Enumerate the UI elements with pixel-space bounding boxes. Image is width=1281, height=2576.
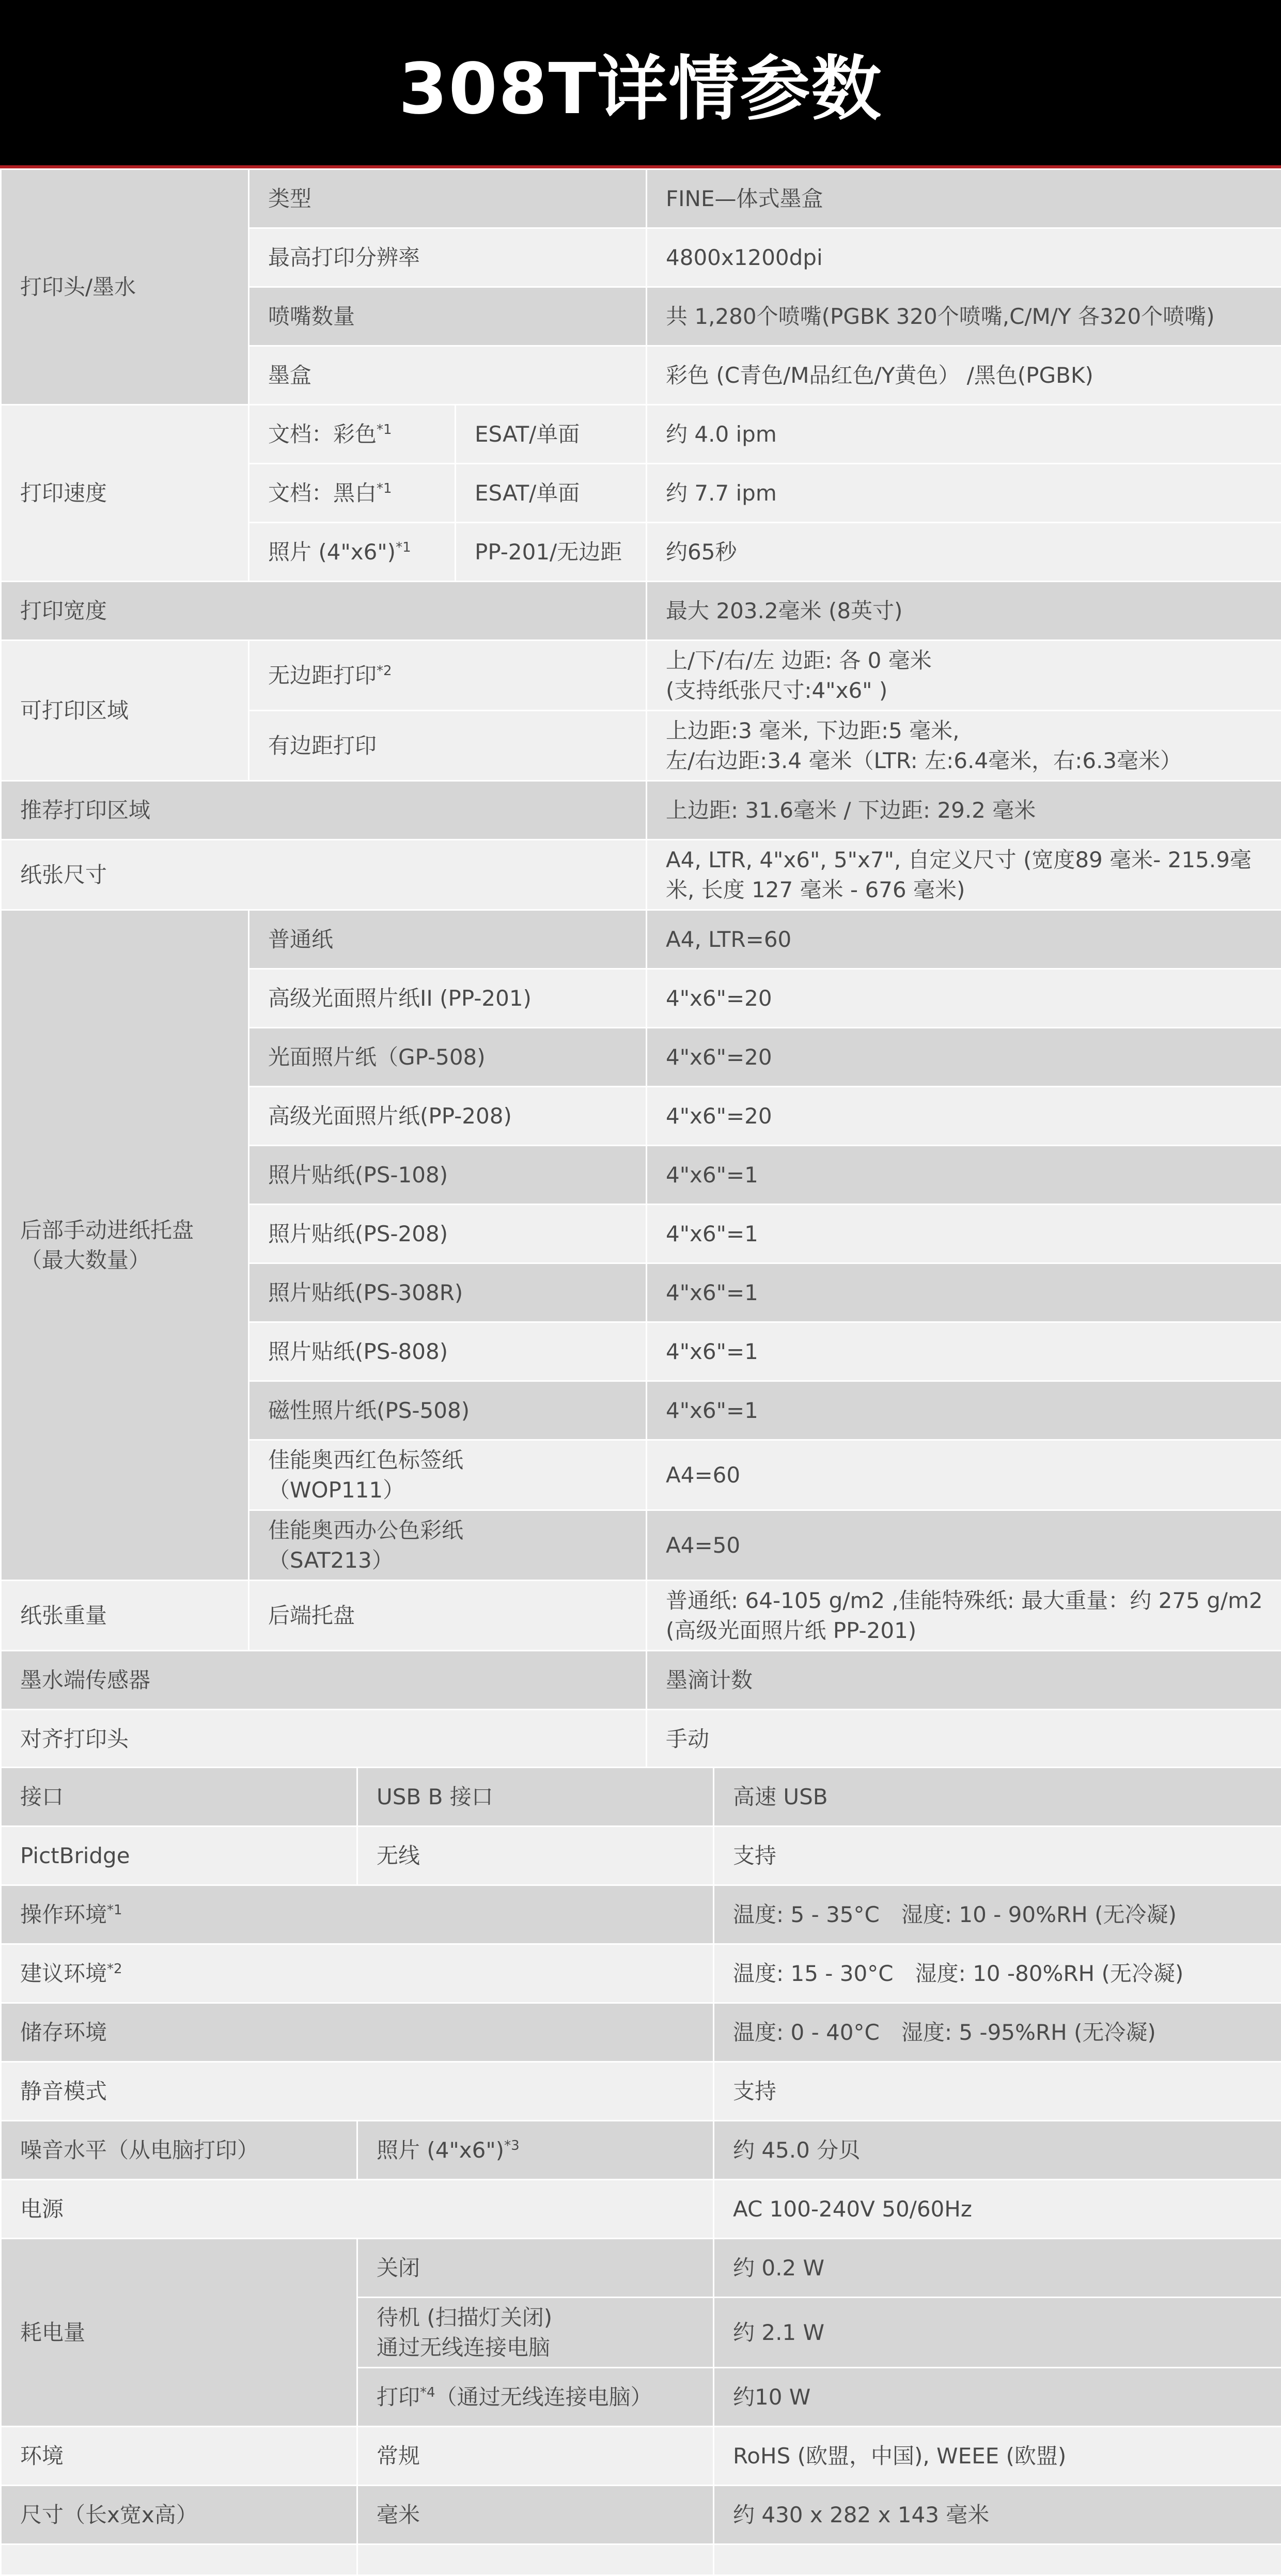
spec-key: 照片贴纸(PS-808) [249,1322,647,1381]
spec-key [249,464,456,523]
footnote-mark: *1 [396,540,411,555]
spec-key-text: （通过无线连接电脑） [435,2384,652,2410]
spec-key: 后端托盘 [249,1581,647,1651]
table-end-cell [357,2544,714,2575]
spec-value-line: (高级光面照片纸 PP-201) [666,1616,1281,1646]
spec-key-text: 文档：黑白 [268,480,377,506]
spec-value: 4"x6"=1 [647,1322,1281,1381]
spec-value: 4"x6"=20 [647,1028,1281,1087]
spec-key-text: 照片 (4"x6") [268,539,396,565]
section-label-line: （最大数量） [20,1245,248,1275]
spec-value-line: 左/右边距:3.4 毫米（LTR: 左:6.4毫米，右:6.3毫米） [666,746,1281,776]
footnote-mark: *1 [107,1902,122,1918]
spec-value: 4"x6"=1 [647,1205,1281,1263]
spec-value: 4"x6"=1 [647,1146,1281,1205]
spec-table-secondary [0,1767,1281,2576]
spec-key: USB B 接口 [357,1768,714,1826]
section-print-speed: 打印速度 [1,405,249,582]
row-label-text: 操作环境 [20,1902,107,1927]
spec-key: 喷嘴数量 [249,287,647,346]
row-label: PictBridge [1,1826,357,1885]
spec-value: RoHS (欧盟，中国), WEEE (欧盟) [714,2427,1281,2486]
row-label: 耗电量 [1,2239,357,2427]
section-recommended-area: 推荐打印区域 [1,781,647,840]
spec-value: A4=50 [647,1510,1281,1581]
section-print-width: 打印宽度 [1,582,647,641]
spec-value: 高速 USB [714,1768,1281,1826]
spec-value: 4800x1200dpi [647,228,1281,287]
section-paper-weight: 纸张重量 [1,1581,249,1651]
spec-value: 上边距: 31.6毫米 / 下边距: 29.2 毫米 [647,781,1281,840]
spec-value [647,1581,1281,1651]
spec-value: FINE—体式墨盒 [647,169,1281,228]
spec-value: 墨滴计数 [647,1651,1281,1710]
spec-key: 照片贴纸(PS-208) [249,1205,647,1263]
spec-key [357,2368,714,2427]
spec-value: 共 1,280个喷嘴(PGBK 320个喷嘴,C/M/Y 各320个喷嘴) [647,287,1281,346]
spec-value: 最大 203.2毫米 (8英寸) [647,582,1281,641]
row-label: 储存环境 [1,2003,714,2062]
spec-mode: PP-201/无边距 [456,523,647,582]
spec-key [249,1440,647,1510]
table-end-cell [714,2544,1281,2575]
spec-value-line: 上边距:3 毫米, 下边距:5 毫米, [666,716,1281,746]
spec-key-line: 通过无线连接电脑 [377,2333,713,2363]
spec-value: 温度: 15 - 30°C 湿度: 10 -80%RH (无冷凝) [714,1944,1281,2003]
page-title: 308T详情参数 [399,32,883,133]
footnote-mark: *3 [504,2138,520,2153]
spec-value [647,840,1281,910]
footnote-mark: *1 [377,481,392,496]
spec-value-line: (支持纸张尺寸:4"x6" ) [666,676,1281,706]
spec-key [357,2298,714,2368]
spec-key [249,1510,647,1581]
spec-key-line: （SAT213） [268,1545,646,1575]
spec-value: 约 45.0 分贝 [714,2121,1281,2180]
spec-value: 温度: 5 - 35°C 湿度: 10 - 90%RH (无冷凝) [714,1885,1281,1944]
spec-value: 4"x6"=20 [647,969,1281,1028]
row-label [1,1944,714,2003]
spec-value [647,711,1281,781]
spec-value: 4"x6"=20 [647,1087,1281,1146]
row-label: 环境 [1,2427,357,2486]
spec-value: 4"x6"=1 [647,1381,1281,1440]
section-print-head: 打印头/墨水 [1,169,249,405]
spec-value: 约 2.1 W [714,2298,1281,2368]
spec-key: 照片贴纸(PS-108) [249,1146,647,1205]
spec-value: A4, LTR=60 [647,910,1281,969]
spec-value: 支持 [714,2062,1281,2121]
row-label-text: 建议环境 [20,1961,107,1986]
section-paper-size: 纸张尺寸 [1,840,647,910]
spec-mode: ESAT/单面 [456,405,647,464]
spec-key: 毫米 [357,2486,714,2544]
spec-value-line: A4, LTR, 4"x6", 5"x7", 自定义尺寸 (宽度89 毫米- 215.9毫 [666,845,1281,875]
spec-value: 约 4.0 ipm [647,405,1281,464]
spec-value-line: 米, 长度 127 毫米 - 676 毫米) [666,875,1281,905]
spec-key-line: 佳能奥西红色标签纸 [268,1445,646,1475]
spec-key-text: 打印 [377,2384,420,2410]
spec-value: 约65秒 [647,523,1281,582]
row-label: 接口 [1,1768,357,1826]
spec-key: 高级光面照片纸(PP-208) [249,1087,647,1146]
spec-key-text: 无边距打印 [268,663,377,688]
spec-value: 手动 [647,1710,1281,1769]
section-label-line: 后部手动进纸托盘 [20,1215,248,1245]
spec-value: A4=60 [647,1440,1281,1510]
row-label: 噪音水平（从电脑打印） [1,2121,357,2180]
row-label [1,1885,714,1944]
spec-key [249,641,647,711]
footnote-mark: *1 [377,422,392,438]
spec-key [357,2121,714,2180]
spec-key: 普通纸 [249,910,647,969]
row-label: 电源 [1,2180,714,2239]
spec-key [249,523,456,582]
spec-value: 彩色 (C青色/M品红色/Y黄色） /黑色(PGBK) [647,346,1281,405]
spec-table-main [0,168,1281,1769]
spec-value: 4"x6"=1 [647,1263,1281,1322]
spec-key: 有边距打印 [249,711,647,781]
spec-key [249,405,456,464]
row-label: 静音模式 [1,2062,714,2121]
spec-key: 磁性照片纸(PS-508) [249,1381,647,1440]
spec-key: 照片贴纸(PS-308R) [249,1263,647,1322]
spec-key: 常规 [357,2427,714,2486]
spec-key-line: （WOP111） [268,1475,646,1505]
spec-value: 约10 W [714,2368,1281,2427]
spec-value: AC 100-240V 50/60Hz [714,2180,1281,2239]
footnote-mark: *2 [107,1961,122,1977]
spec-value: 约 0.2 W [714,2239,1281,2298]
spec-key: 最高打印分辨率 [249,228,647,287]
spec-value: 约 430 x 282 x 143 毫米 [714,2486,1281,2544]
spec-key-text: 文档：彩色 [268,421,377,447]
spec-value-line: 普通纸: 64-105 g/m2 ,佳能特殊纸: 最大重量：约 275 g/m2 [666,1586,1281,1616]
spec-key: 墨盒 [249,346,647,405]
footnote-mark: *2 [377,663,392,679]
section-printable-area: 可打印区域 [1,641,249,781]
spec-mode: ESAT/单面 [456,464,647,523]
spec-key-line: 待机 (扫描灯关闭) [377,2303,713,2333]
spec-value: 支持 [714,1826,1281,1885]
spec-key: 无线 [357,1826,714,1885]
spec-value [647,641,1281,711]
spec-key: 关闭 [357,2239,714,2298]
spec-key: 光面照片纸（GP-508) [249,1028,647,1087]
section-head-align: 对齐打印头 [1,1710,647,1769]
spec-value: 温度: 0 - 40°C 湿度: 5 -95%RH (无冷凝) [714,2003,1281,2062]
spec-key-line: 佳能奥西办公色彩纸 [268,1516,646,1545]
section-ink-sensor: 墨水端传感器 [1,1651,647,1710]
section-rear-tray [1,910,249,1581]
spec-key: 类型 [249,169,647,228]
spec-value-line: 上/下/右/左 边距: 各 0 毫米 [666,646,1281,676]
row-label: 尺寸（长x宽x高） [1,2486,357,2544]
spec-value: 约 7.7 ipm [647,464,1281,523]
spec-key-text: 照片 (4"x6") [377,2137,504,2163]
footnote-mark: *4 [420,2385,435,2400]
spec-key: 高级光面照片纸II (PP-201) [249,969,647,1028]
page-header [0,0,1281,165]
table-end-cell [1,2544,357,2575]
